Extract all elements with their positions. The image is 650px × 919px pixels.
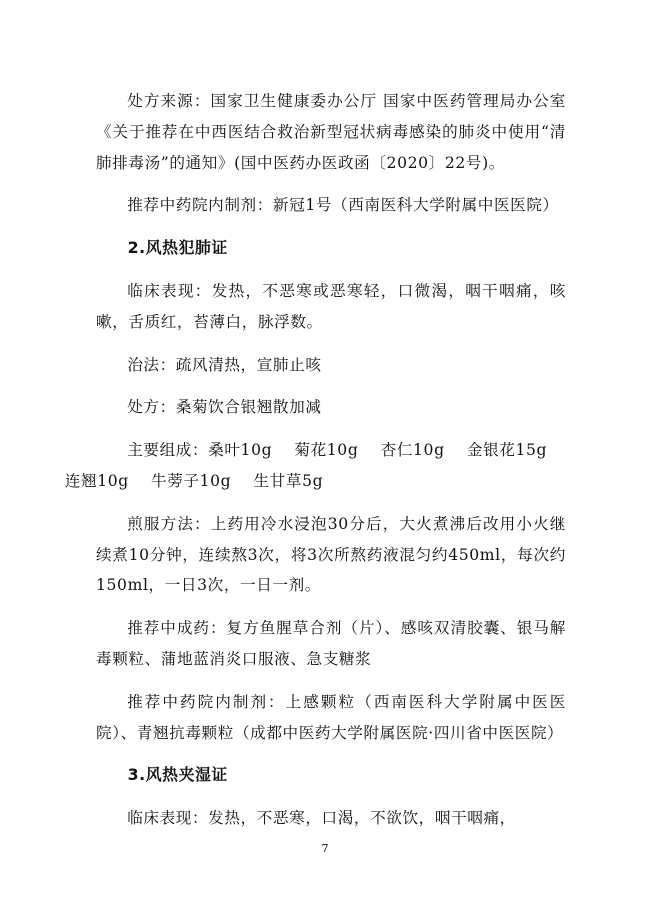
- prescription-source-paragraph: 处方来源：国家卫生健康委办公厅 国家中医药管理局办公室《关于推荐在中西医结合救治新型冠状病毒感染的肺炎中使用“清肺排毒汤”的通知》(国中医药办医政函〔2020〕22号)。: [96, 92, 566, 172]
- page-number: 7: [321, 842, 329, 855]
- page-body: [64, 86, 566, 846]
- treatment-method-paragraph: 治法：疏风清热，宣肺止咳: [127, 355, 322, 374]
- clinical-manifestation-paragraph: 临床表现：发热，不恶寒或恶寒轻，口微渴，咽干咽痛，咳嗽，舌质红，苔薄白，脉浮数。: [96, 281, 566, 331]
- hospital-preparation-paragraph: 推荐中药院内制剂：新冠1号（西南医科大学附属中医医院）: [127, 196, 559, 215]
- patent-medicine-paragraph: 推荐中成药：复方鱼腥草合剂（片）、感咳双清胶囊、银马解毒颗粒、蒲地蓝消炎口服液、急支糖浆: [96, 619, 566, 668]
- section-heading-wind-heat-lung: 2.风热犯肺证: [127, 238, 228, 258]
- prescription-paragraph: 处方：桑菊饮合银翘散加减: [127, 398, 322, 417]
- clinical-manifestation-paragraph-3: 临床表现：发热，不恶寒，口渴，不欲饮，咽干咽痛，: [127, 809, 516, 828]
- composition-line-1: 主要组成：桑叶10g 菊花10g 杏仁10g 金银花15g: [127, 441, 548, 460]
- composition-line-2: 连翘10g 牛蒡子10g 生甘草5g: [64, 471, 324, 490]
- decoction-method-paragraph: 煎服方法：上药用冷水浸泡30分后，大火煮沸后改用小火继续煮10分钟，连续熬3次，将3次所熬药液混匀约450ml，每次约150ml，一日3次，一日一剂。: [96, 514, 566, 595]
- section-heading-wind-heat-damp: 3.风热夹湿证: [127, 765, 228, 785]
- main-composition-paragraph: [64, 435, 566, 497]
- hospital-preparation-paragraph-2: 推荐中药院内制剂：上感颗粒（西南医科大学附属中医医院）、青翘抗毒颗粒（成都中医药大学附属医院·四川省中医医院）: [96, 692, 566, 742]
